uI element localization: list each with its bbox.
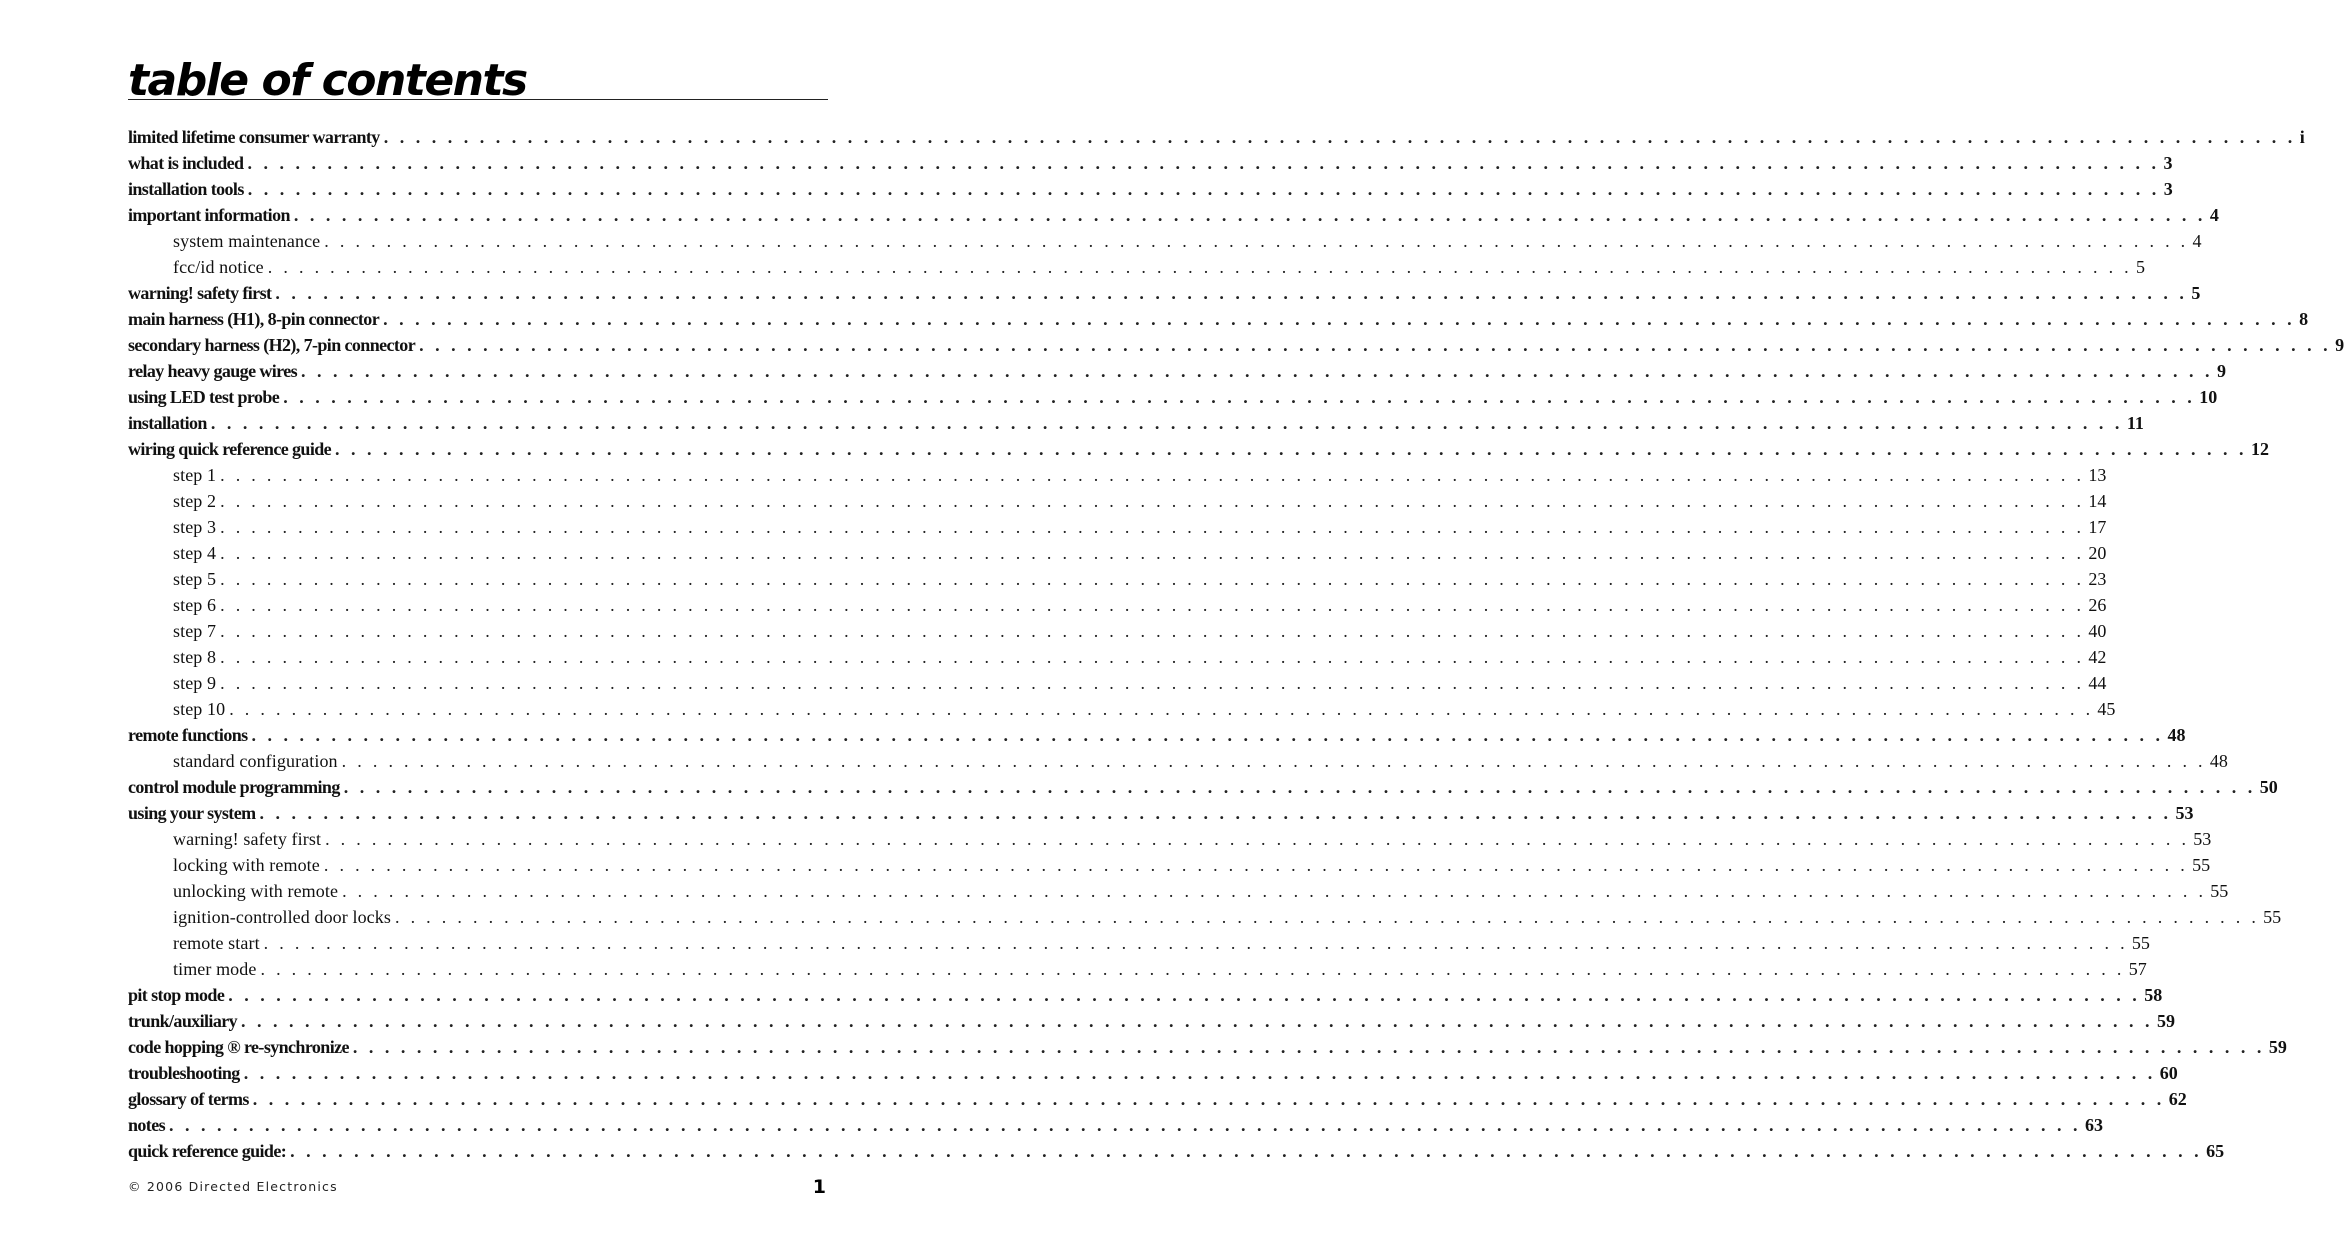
toc-entry-page: 48 [2209,751,2228,771]
toc-entry[interactable] [128,800,2194,826]
toc-subentry[interactable] [128,852,2211,878]
toc-entry[interactable] [128,774,2278,800]
toc-entry-label: fcc/id notice [173,257,264,277]
dot-leader: . . . . . . . . . . . . . . . . . . . . . . . . . . . . . . . . . . . . . . . . . . . . . . . . . . . . . . . . . . . . . . . . . . . . . . . . . . . . . . . . . . . . . . . . . . . . . . . . . . . . . . . . . . . . . . . . . . . . . . . . [229,699,2094,719]
toc-entry-page: 13 [2088,465,2107,485]
toc-entry-page: 60 [2159,1063,2178,1083]
toc-entry-label: ignition-controlled door locks [173,907,391,927]
toc-entry-label: timer mode [173,959,257,979]
toc-entry-page: 26 [2088,595,2107,615]
toc-entry[interactable] [128,436,2270,462]
toc-entry-page: 50 [2259,777,2278,797]
dot-leader: . . . . . . . . . . . . . . . . . . . . . . . . . . . . . . . . . . . . . . . . . . . . . . . . . . . . . . . . . . . . . . . . . . . . . . . . . . . . . . . . . . . . . . . . . . . . . . . . . . . . . . . . . . . . . . . . . . . . . . . . [301,361,2214,381]
toc-entry-page: 55 [2210,881,2229,901]
dot-leader: . . . . . . . . . . . . . . . . . . . . . . . . . . . . . . . . . . . . . . . . . . . . . . . . . . . . . . . . . . . . . . . . . . . . . . . . . . . . . . . . . . . . . . . . . . . . . . . . . . . . . . . . . . . . . . . . . . . . . . . . [383,309,2296,329]
toc-entry-page: 4 [2209,205,2219,225]
toc-entry-label: warning! safety first [128,283,272,303]
toc-subentry[interactable] [128,228,2202,254]
toc-entry-label: using your system [128,803,256,823]
toc-entry[interactable] [128,1060,2178,1086]
dot-leader: . . . . . . . . . . . . . . . . . . . . . . . . . . . . . . . . . . . . . . . . . . . . . . . . . . . . . . . . . . . . . . . . . . . . . . . . . . . . . . . . . . . . . . . . . . . . . . . . . . . . . . . . . . . . . . . . . . . . . . . . [210,413,2123,433]
toc-subentry[interactable] [128,696,2116,722]
toc-entry-page: 9 [2335,335,2344,355]
toc-subentry[interactable] [128,956,2147,982]
toc-entry-page: 53 [2193,829,2212,849]
toc-entry-label: step 4 [173,543,217,563]
toc-entry[interactable] [128,384,2218,410]
toc-entry-label: system maintenance [173,231,321,251]
toc-entry-label: main harness (H1), 8-pin connector [128,309,380,329]
dot-leader: . . . . . . . . . . . . . . . . . . . . . . . . . . . . . . . . . . . . . . . . . . . . . . . . . . . . . . . . . . . . . . . . . . . . . . . . . . . . . . . . . . . . . . . . . . . . . . . . . . . . . . . . . . . . . . . . . . . . . . . . [259,803,2172,823]
dot-leader: . . . . . . . . . . . . . . . . . . . . . . . . . . . . . . . . . . . . . . . . . . . . . . . . . . . . . . . . . . . . . . . . . . . . . . . . . . . . . . . . . . . . . . . . . . . . . . . . . . . . . . . . . . . . . . . . . . . . . . . . [247,153,2160,173]
toc-entry-page: 65 [2206,1141,2225,1161]
toc-entry-label: relay heavy gauge wires [128,361,298,381]
dot-leader: . . . . . . . . . . . . . . . . . . . . . . . . . . . . . . . . . . . . . . . . . . . . . . . . . . . . . . . . . . . . . . . . . . . . . . . . . . . . . . . . . . . . . . . . . . . . . . . . . . . . . . . . . . . . . . . . . . . . . . . . [220,543,2085,563]
toc-entry-page: 8 [2299,309,2309,329]
toc-entry-page: 20 [2088,543,2107,563]
toc-entry-label: step 8 [173,647,217,667]
toc-entry-label: standard configuration [173,751,338,771]
toc-entry[interactable] [128,124,2305,150]
toc-entry-page: 45 [2097,699,2116,719]
toc-subentry[interactable] [128,644,2107,670]
toc-entry-label: step 10 [173,699,226,719]
toc-entry-page: 11 [2126,413,2144,433]
toc-entry-label: installation [128,413,207,433]
dot-leader: . . . . . . . . . . . . . . . . . . . . . . . . . . . . . . . . . . . . . . . . . . . . . . . . . . . . . . . . . . . . . . . . . . . . . . . . . . . . . . . . . . . . . . . . . . . . . . . . . . . . . . . . . . . . . . . . . . . . . . . . [275,283,2188,303]
toc-entry[interactable] [128,1008,2176,1034]
toc-entry[interactable] [128,332,2344,358]
dot-leader: . . . . . . . . . . . . . . . . . . . . . . . . . . . . . . . . . . . . . . . . . . . . . . . . . . . . . . . . . . . . . . . . . . . . . . . . . . . . . . . . . . . . . . . . . . . . . . . . . . . . . . . . . . . . . . . . . . . . . . . . [220,465,2085,485]
dot-leader: . . . . . . . . . . . . . . . . . . . . . . . . . . . . . . . . . . . . . . . . . . . . . . . . . . . . . . . . . . . . . . . . . . . . . . . . . . . . . . . . . . . . . . . . . . . . . . . . . . . . . . . . . . . . . . . . . . . . . . . . [342,881,2207,901]
toc-entry-page: 55 [2192,855,2211,875]
toc-entry-page: 17 [2088,517,2107,537]
dot-leader: . . . . . . . . . . . . . . . . . . . . . . . . . . . . . . . . . . . . . . . . . . . . . . . . . . . . . . . . . . . . . . . . . . . . . . . . . . . . . . . . . . . . . . . . . . . . . . . . . . . . . . . . . . . . . . . . . . . . . . . . [352,1037,2265,1057]
toc-entry[interactable] [128,1112,2103,1138]
toc-entry-page: 5 [2135,257,2145,277]
toc-entry-label: control module programming [128,777,340,797]
dot-leader: . . . . . . . . . . . . . . . . . . . . . . . . . . . . . . . . . . . . . . . . . . . . . . . . . . . . . . . . . . . . . . . . . . . . . . . . . . . . . . . . . . . . . . . . . . . . . . . . . . . . . . . . . . . . . . . . . . . . . . . . [323,855,2189,875]
toc-entry-page: 40 [2088,621,2107,641]
toc-entry[interactable] [128,1086,2187,1112]
toc-entry-label: what is included [128,153,244,173]
toc-entry-page: 55 [2131,933,2150,953]
toc-entry[interactable] [128,306,2309,332]
toc-entry[interactable] [128,722,2186,748]
toc-subentry[interactable] [128,540,2107,566]
toc-entry-page: 57 [2128,959,2147,979]
toc-entry-page: 9 [2217,361,2227,381]
toc-entry-label: code hopping ® re-synchronize [128,1037,349,1057]
toc-entry-label: remote start [173,933,260,953]
toc-entry-page: 42 [2088,647,2107,667]
toc-entry-label: installation tools [128,179,244,199]
title-underline [128,99,828,100]
dot-leader: . . . . . . . . . . . . . . . . . . . . . . . . . . . . . . . . . . . . . . . . . . . . . . . . . . . . . . . . . . . . . . . . . . . . . . . . . . . . . . . . . . . . . . . . . . . . . . . . . . . . . . . . . . . . . . . . . . . . . . . . [220,491,2085,511]
dot-leader: . . . . . . . . . . . . . . . . . . . . . . . . . . . . . . . . . . . . . . . . . . . . . . . . . . . . . . . . . . . . . . . . . . . . . . . . . . . . . . . . . . . . . . . . . . . . . . . . . . . . . . . . . . . . . . . . . . . . . . . . [220,569,2085,589]
toc-subentry[interactable] [128,670,2107,696]
toc-entry-label: locking with remote [173,855,320,875]
toc-entry-label: step 1 [173,465,217,485]
toc-entry[interactable] [128,280,2201,306]
dot-leader: . . . . . . . . . . . . . . . . . . . . . . . . . . . . . . . . . . . . . . . . . . . . . . . . . . . . . . . . . . . . . . . . . . . . . . . . . . . . . . . . . . . . . . . . . . . . . . . . . . . . . . . . . . . . . . . . . . . . . . . . [383,127,2296,147]
toc-subentry[interactable] [128,566,2107,592]
dot-leader: . . . . . . . . . . . . . . . . . . . . . . . . . . . . . . . . . . . . . . . . . . . . . . . . . . . . . . . . . . . . . . . . . . . . . . . . . . . . . . . . . . . . . . . . . . . . . . . . . . . . . . . . . . . . . . . . . . . . . . . . [251,725,2164,745]
dot-leader: . . . . . . . . . . . . . . . . . . . . . . . . . . . . . . . . . . . . . . . . . . . . . . . . . . . . . . . . . . . . . . . . . . . . . . . . . . . . . . . . . . . . . . . . . . . . . . . . . . . . . . . . . . . . . . . . . . . . . . . . [325,829,2190,849]
dot-leader: . . . . . . . . . . . . . . . . . . . . . . . . . . . . . . . . . . . . . . . . . . . . . . . . . . . . . . . . . . . . . . . . . . . . . . . . . . . . . . . . . . . . . . . . . . . . . . . . . . . . . . . . . . . . . . . . . . . . . . . . [220,517,2085,537]
toc-entry-label: important information [128,205,290,225]
toc-entry-page: 23 [2088,569,2107,589]
dot-leader: . . . . . . . . . . . . . . . . . . . . . . . . . . . . . . . . . . . . . . . . . . . . . . . . . . . . . . . . . . . . . . . . . . . . . . . . . . . . . . . . . . . . . . . . . . . . . . . . . . . . . . . . . . . . . . . . . . . . . . . . [241,1011,2154,1031]
toc-subentry[interactable] [128,462,2107,488]
toc-entry-page: 5 [2191,283,2201,303]
dot-leader: . . . . . . . . . . . . . . . . . . . . . . . . . . . . . . . . . . . . . . . . . . . . . . . . . . . . . . . . . . . . . . . . . . . . . . . . . . . . . . . . . . . . . . . . . . . . . . . . . . . . . . . . . . . . . . . . . . . . . . . . [228,985,2141,1005]
toc-entry-label: remote functions [128,725,248,745]
copyright-notice: © 2006 Directed Electronics [128,1179,338,1194]
toc-entry-page: 62 [2168,1089,2187,1109]
dot-leader: . . . . . . . . . . . . . . . . . . . . . . . . . . . . . . . . . . . . . . . . . . . . . . . . . . . . . . . . . . . . . . . . . . . . . . . . . . . . . . . . . . . . . . . . . . . . . . . . . . . . . . . . . . . . . . . . . . . . . . . . [267,257,2132,277]
toc-subentry[interactable] [128,592,2107,618]
toc-entry-label: step 2 [173,491,217,511]
page-title: table of contents [128,55,527,106]
page-number: 1 [812,1176,826,1198]
toc-entry-label: step 7 [173,621,217,641]
toc-entry-label: glossary of terms [128,1089,249,1109]
dot-leader: . . . . . . . . . . . . . . . . . . . . . . . . . . . . . . . . . . . . . . . . . . . . . . . . . . . . . . . . . . . . . . . . . . . . . . . . . . . . . . . . . . . . . . . . . . . . . . . . . . . . . . . . . . . . . . . . . . . . . . . . [247,179,2160,199]
toc-entry[interactable] [128,358,2227,384]
toc-entry[interactable] [128,1138,2225,1164]
toc-entry-label: limited lifetime consumer warranty [128,127,380,147]
dot-leader: . . . . . . . . . . . . . . . . . . . . . . . . . . . . . . . . . . . . . . . . . . . . . . . . . . . . . . . . . . . . . . . . . . . . . . . . . . . . . . . . . . . . . . . . . . . . . . . . . . . . . . . . . . . . . . . . . . . . . . . . [220,595,2085,615]
toc-entry-page: 4 [2192,231,2202,251]
toc-entry-page: 44 [2088,673,2107,693]
toc-entry-label: notes [128,1115,165,1135]
dot-leader: . . . . . . . . . . . . . . . . . . . . . . . . . . . . . . . . . . . . . . . . . . . . . . . . . . . . . . . . . . . . . . . . . . . . . . . . . . . . . . . . . . . . . . . . . . . . . . . . . . . . . . . . . . . . . . . . . . . . . . . . [343,777,2256,797]
toc-subentry[interactable] [128,930,2150,956]
toc-entry-label: secondary harness (H2), 7-pin connector [128,335,416,355]
toc-entry[interactable] [128,982,2163,1008]
toc-entry-page: i [2299,127,2305,147]
toc-entry-label: trunk/auxiliary [128,1011,238,1031]
dot-leader: . . . . . . . . . . . . . . . . . . . . . . . . . . . . . . . . . . . . . . . . . . . . . . . . . . . . . . . . . . . . . . . . . . . . . . . . . . . . . . . . . . . . . . . . . . . . . . . . . . . . . . . . . . . . . . . . . . . . . . . . [260,959,2125,979]
toc-entry-page: 48 [2167,725,2186,745]
toc-entry-label: warning! safety first [173,829,322,849]
toc-subentry[interactable] [128,488,2107,514]
dot-leader: . . . . . . . . . . . . . . . . . . . . . . . . . . . . . . . . . . . . . . . . . . . . . . . . . . . . . . . . . . . . . . . . . . . . . . . . . . . . . . . . . . . . . . . . . . . . . . . . . . . . . . . . . . . . . . . . . . . . . . . . [324,231,2189,251]
dot-leader: . . . . . . . . . . . . . . . . . . . . . . . . . . . . . . . . . . . . . . . . . . . . . . . . . . . . . . . . . . . . . . . . . . . . . . . . . . . . . . . . . . . . . . . . . . . . . . . . . . . . . . . . . . . . . . . . . . . . . . . . [169,1115,2081,1135]
toc-entry-page: 53 [2175,803,2194,823]
toc-entry-page: 10 [2199,387,2218,407]
dot-leader: . . . . . . . . . . . . . . . . . . . . . . . . . . . . . . . . . . . . . . . . . . . . . . . . . . . . . . . . . . . . . . . . . . . . . . . . . . . . . . . . . . . . . . . . . . . . . . . . . . . . . . . . . . . . . . . . . . . . . . . . [243,1063,2156,1083]
toc-entry[interactable] [128,150,2173,176]
toc-subentry[interactable] [128,618,2107,644]
toc-entry-page: 55 [2263,907,2282,927]
toc-entry-page: 59 [2268,1037,2287,1057]
toc-subentry[interactable] [128,748,2228,774]
toc-subentry[interactable] [128,514,2107,540]
dot-leader: . . . . . . . . . . . . . . . . . . . . . . . . . . . . . . . . . . . . . . . . . . . . . . . . . . . . . . . . . . . . . . . . . . . . . . . . . . . . . . . . . . . . . . . . . . . . . . . . . . . . . . . . . . . . . . . . . . . . . . . . [252,1089,2165,1109]
dot-leader: . . . . . . . . . . . . . . . . . . . . . . . . . . . . . . . . . . . . . . . . . . . . . . . . . . . . . . . . . . . . . . . . . . . . . . . . . . . . . . . . . . . . . . . . . . . . . . . . . . . . . . . . . . . . . . . . . . . . . . . . [220,647,2085,667]
dot-leader: . . . . . . . . . . . . . . . . . . . . . . . . . . . . . . . . . . . . . . . . . . . . . . . . . . . . . . . . . . . . . . . . . . . . . . . . . . . . . . . . . . . . . . . . . . . . . . . . . . . . . . . . . . . . . . . . . . . . . . . . [419,335,2332,355]
toc-subentry[interactable] [128,878,2229,904]
toc-entry-page: 63 [2085,1115,2103,1135]
toc-entry-page: 59 [2157,1011,2176,1031]
dot-leader: . . . . . . . . . . . . . . . . . . . . . . . . . . . . . . . . . . . . . . . . . . . . . . . . . . . . . . . . . . . . . . . . . . . . . . . . . . . . . . . . . . . . . . . . . . . . . . . . . . . . . . . . . . . . . . . . . . . . . . . . [263,933,2128,953]
toc-entry-page: 14 [2088,491,2107,511]
toc-entry-label: pit stop mode [128,985,225,1005]
dot-leader: . . . . . . . . . . . . . . . . . . . . . . . . . . . . . . . . . . . . . . . . . . . . . . . . . . . . . . . . . . . . . . . . . . . . . . . . . . . . . . . . . . . . . . . . . . . . . . . . . . . . . . . . . . . . . . . . . . . . . . . . [220,621,2085,641]
dot-leader: . . . . . . . . . . . . . . . . . . . . . . . . . . . . . . . . . . . . . . . . . . . . . . . . . . . . . . . . . . . . . . . . . . . . . . . . . . . . . . . . . . . . . . . . . . . . . . . . . . . . . . . . . . . . . . . . . . . . . . . . [341,751,2206,771]
toc-entry-page: 58 [2144,985,2163,1005]
toc-subentry[interactable] [128,904,2282,930]
toc-entry-label: using LED test probe [128,387,280,407]
toc-entry-label: unlocking with remote [173,881,339,901]
toc-entry-page: 3 [2163,179,2173,199]
toc-list [128,124,2344,1164]
toc-entry-label: step 6 [173,595,217,615]
toc-subentry[interactable] [128,826,2212,852]
dot-leader: . . . . . . . . . . . . . . . . . . . . . . . . . . . . . . . . . . . . . . . . . . . . . . . . . . . . . . . . . . . . . . . . . . . . . . . . . . . . . . . . . . . . . . . . . . . . . . . . . . . . . . . . . . . . . . . . . . . . . . . . [335,439,2248,459]
dot-leader: . . . . . . . . . . . . . . . . . . . . . . . . . . . . . . . . . . . . . . . . . . . . . . . . . . . . . . . . . . . . . . . . . . . . . . . . . . . . . . . . . . . . . . . . . . . . . . . . . . . . . . . . . . . . . . . . . . . . . . . . [220,673,2085,693]
dot-leader: . . . . . . . . . . . . . . . . . . . . . . . . . . . . . . . . . . . . . . . . . . . . . . . . . . . . . . . . . . . . . . . . . . . . . . . . . . . . . . . . . . . . . . . . . . . . . . . . . . . . . . . . . . . . . . . . . . . . . . . . [293,205,2206,225]
toc-entry[interactable] [128,202,2219,228]
toc-entry-label: step 5 [173,569,217,589]
toc-entry-label: quick reference guide: [128,1141,287,1161]
dot-leader: . . . . . . . . . . . . . . . . . . . . . . . . . . . . . . . . . . . . . . . . . . . . . . . . . . . . . . . . . . . . . . . . . . . . . . . . . . . . . . . . . . . . . . . . . . . . . . . . . . . . . . . . . . . . . . . . . . . . . . . . [290,1141,2203,1161]
toc-subentry[interactable] [128,254,2145,280]
dot-leader: . . . . . . . . . . . . . . . . . . . . . . . . . . . . . . . . . . . . . . . . . . . . . . . . . . . . . . . . . . . . . . . . . . . . . . . . . . . . . . . . . . . . . . . . . . . . . . . . . . . . . . . . . . . . . . . . . . . . . . . . [394,907,2260,927]
toc-entry[interactable] [128,410,2144,436]
toc-entry[interactable] [128,176,2173,202]
toc-entry-page: 12 [2251,439,2270,459]
toc-entry[interactable] [128,1034,2287,1060]
toc-entry-page: 3 [2163,153,2173,173]
toc-entry-label: step 9 [173,673,217,693]
dot-leader: . . . . . . . . . . . . . . . . . . . . . . . . . . . . . . . . . . . . . . . . . . . . . . . . . . . . . . . . . . . . . . . . . . . . . . . . . . . . . . . . . . . . . . . . . . . . . . . . . . . . . . . . . . . . . . . . . . . . . . . . [283,387,2196,407]
toc-entry-label: wiring quick reference guide [128,439,332,459]
toc-entry-label: troubleshooting [128,1063,240,1083]
toc-entry-label: step 3 [173,517,217,537]
